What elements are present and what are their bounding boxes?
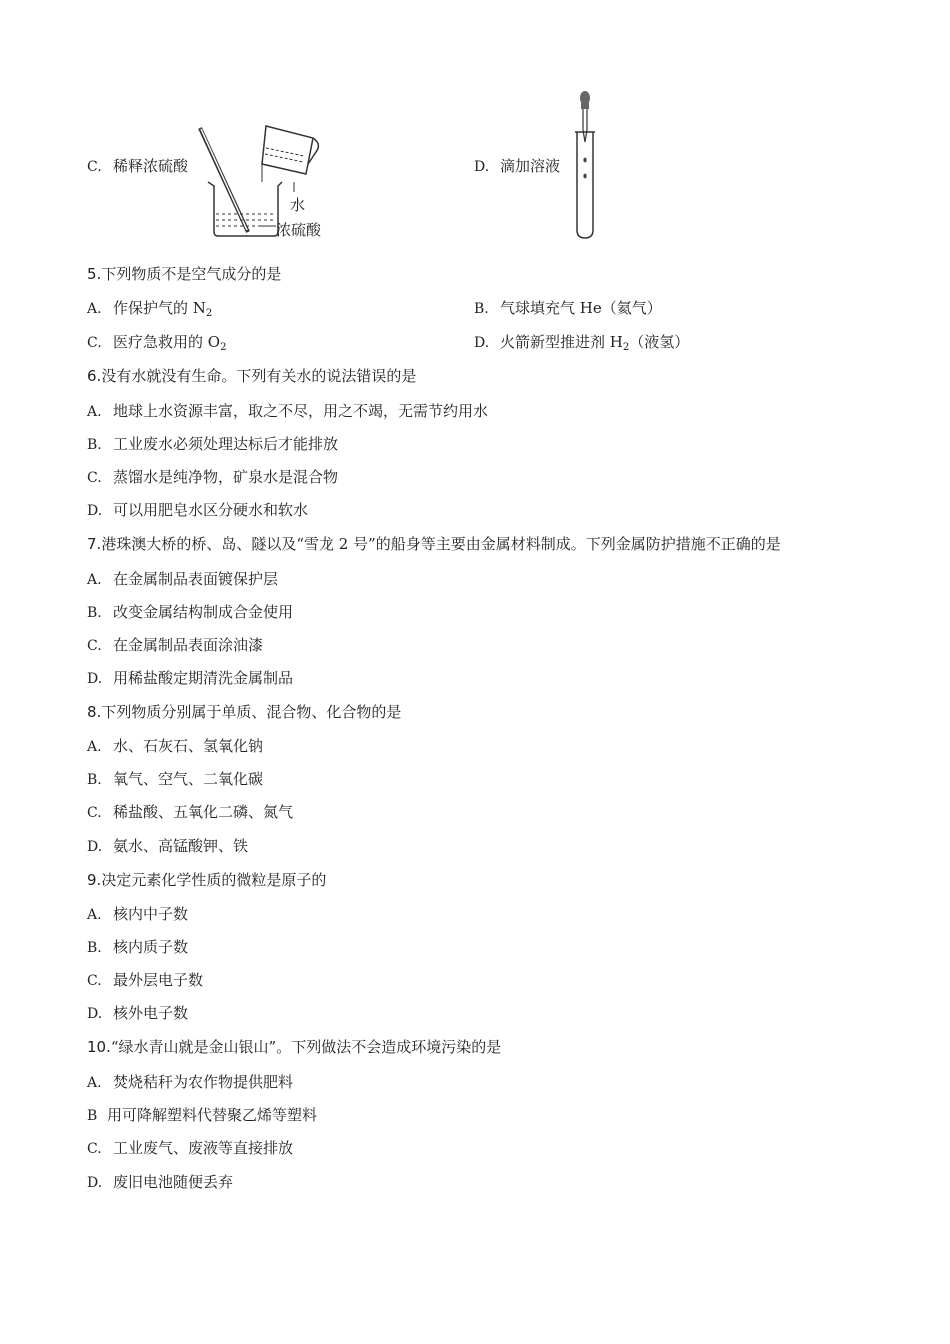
option-text: 医疗急救用的 O	[113, 333, 221, 351]
option-letter: D.	[87, 1175, 103, 1191]
q7-option-c	[87, 635, 263, 656]
option-letter: D.	[87, 1006, 103, 1022]
option-text: 火箭新型推进剂 H	[500, 333, 623, 351]
option-text: 氨水、高锰酸钾、铁	[113, 837, 249, 855]
option-text: 最外层电子数	[113, 971, 204, 989]
q9-option-c	[87, 970, 203, 991]
option-text: 作保护气的 N	[113, 299, 206, 317]
option-text: 工业废水必须处理达标后才能排放	[113, 435, 339, 453]
option-letter: C.	[87, 159, 102, 175]
question-text: 下列物质不是空气成分的是	[101, 265, 282, 283]
label-concentrated-acid: 浓硫酸	[276, 221, 322, 239]
option-letter: A.	[87, 739, 102, 755]
option-letter: C.	[87, 973, 102, 989]
question-7-stem	[87, 534, 781, 554]
dropper-test-tube-figure	[570, 90, 600, 240]
option-text: 地球上水资源丰富，取之不尽，用之不竭，无需节约用水	[113, 402, 489, 420]
q5-option-d	[474, 332, 689, 358]
option-letter: D.	[87, 503, 103, 519]
option-text: 废旧电池随便丢弃	[113, 1173, 234, 1191]
q10-option-c	[87, 1138, 293, 1159]
option-text: 水、石灰石、氢氧化钠	[113, 737, 264, 755]
label-water: 水	[290, 196, 306, 214]
question-text: 没有水就没有生命。下列有关水的说法错误的是	[101, 367, 417, 385]
question-text: 下列物质分别属于单质、混合物、化合物的是	[101, 703, 402, 721]
option-text: 改变金属结构制成合金使用	[113, 603, 294, 621]
option-letter: C.	[87, 470, 102, 486]
q8-option-d	[87, 836, 248, 857]
option-letter: B.	[87, 772, 102, 788]
question-number: 5.	[87, 265, 102, 283]
q8-option-c	[87, 802, 293, 823]
option-letter: B.	[474, 301, 489, 317]
q10-option-d	[87, 1172, 233, 1193]
q9-option-d	[87, 1003, 188, 1024]
option-text-suffix: （液氢）	[629, 333, 690, 351]
q4-option-d	[474, 156, 560, 177]
question-10-stem	[87, 1037, 501, 1057]
option-text: 在金属制品表面涂油漆	[113, 636, 264, 654]
option-text: 在金属制品表面镀保护层	[113, 570, 279, 588]
q8-option-b	[87, 769, 263, 790]
dilute-sulfuric-acid-figure	[196, 120, 346, 245]
option-letter: C.	[87, 335, 102, 351]
option-text: 核内中子数	[113, 905, 189, 923]
option-letter: D.	[474, 159, 490, 175]
option-text: 氧气、空气、二氧化碳	[113, 770, 264, 788]
option-letter: A.	[87, 301, 102, 317]
question-text: 港珠澳大桥的桥、岛、隧以及“雪龙 2 号”的船身等主要由金属材料制成。下列金属防护措施不正确的是	[101, 535, 781, 553]
q5-option-c	[87, 332, 226, 358]
q10-option-b	[87, 1105, 317, 1126]
option-text: 焚烧秸秆为农作物提供肥料	[113, 1073, 294, 1091]
q9-option-b	[87, 937, 188, 958]
option-letter: B	[87, 1108, 98, 1124]
option-letter: A.	[87, 1075, 102, 1091]
dilute-acid-diagram	[196, 120, 346, 245]
option-text: 稀盐酸、五氧化二磷、氮气	[113, 803, 294, 821]
question-number: 7.	[87, 535, 102, 553]
option-text: 用可降解塑料代替聚乙烯等塑料	[107, 1106, 318, 1124]
question-number: 9.	[87, 871, 102, 889]
option-letter: C.	[87, 805, 102, 821]
q5-option-a	[87, 298, 212, 324]
q7-option-b	[87, 602, 293, 623]
option-text: 蒸馏水是纯净物，矿泉水是混合物	[113, 468, 339, 486]
option-letter: D.	[87, 839, 103, 855]
option-letter: C.	[87, 1141, 102, 1157]
q7-option-a	[87, 569, 278, 590]
q8-option-a	[87, 736, 263, 757]
question-5-stem	[87, 264, 281, 284]
q6-option-d	[87, 500, 308, 521]
option-text: 用稀盐酸定期清洗金属制品	[113, 669, 294, 687]
option-letter: A.	[87, 404, 102, 420]
option-text: 核内质子数	[113, 938, 189, 956]
subscript: 2	[205, 308, 213, 319]
subscript: 2	[220, 342, 227, 353]
option-letter: D.	[474, 335, 490, 351]
question-number: 8.	[87, 703, 102, 721]
q10-option-a	[87, 1072, 293, 1093]
option-letter: B.	[87, 605, 102, 621]
question-text: “绿水青山就是金山银山”。下列做法不会造成环境污染的是	[110, 1038, 502, 1056]
subscript: 2	[622, 342, 630, 353]
q6-option-c	[87, 467, 338, 488]
option-text: 气球填充气 He（氦气）	[500, 299, 662, 317]
option-text: 稀释浓硫酸	[113, 157, 189, 175]
option-letter: A.	[87, 907, 102, 923]
question-text: 决定元素化学性质的微粒是原子的	[101, 871, 327, 889]
q7-option-d	[87, 668, 293, 689]
option-text: 滴加溶液	[500, 157, 561, 175]
question-9-stem	[87, 870, 326, 890]
option-letter: B.	[87, 940, 102, 956]
q6-option-b	[87, 434, 338, 455]
dropper-diagram	[570, 90, 600, 240]
question-number: 6.	[87, 367, 102, 385]
question-number: 10.	[87, 1038, 111, 1056]
option-letter: B.	[87, 437, 102, 453]
q6-option-a	[87, 401, 488, 422]
q9-option-a	[87, 904, 188, 925]
q5-option-b	[474, 298, 662, 319]
question-6-stem	[87, 366, 416, 386]
option-letter: A.	[87, 572, 102, 588]
option-text: 可以用肥皂水区分硬水和软水	[113, 501, 309, 519]
q4-option-c	[87, 156, 188, 177]
option-text: 核外电子数	[113, 1004, 189, 1022]
option-letter: C.	[87, 638, 102, 654]
question-8-stem	[87, 702, 401, 722]
option-letter: D.	[87, 671, 103, 687]
option-text: 工业废气、废液等直接排放	[113, 1139, 294, 1157]
